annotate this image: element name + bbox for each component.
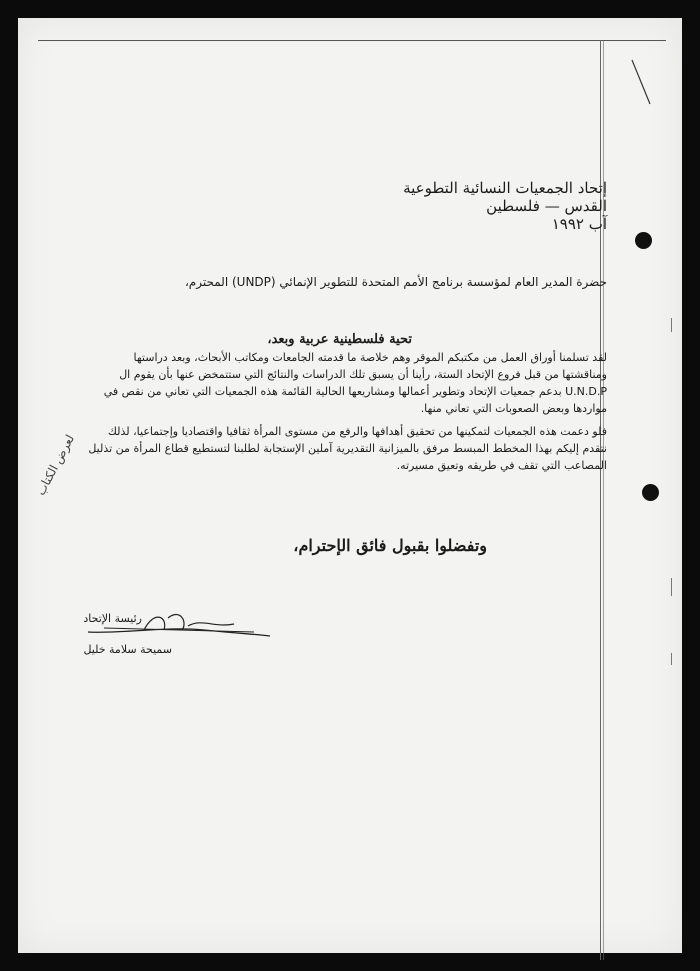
body-paragraph-2: فلو دعمت هذه الجمعيات لتمكينها من تحقيق أهدافها والرفع من مستوى المرأة ثقافيا واقتصاديا وإجتماعيا، لذلك نتقدم إليكم بهذا المخطط المبسط مرفق بالميزانية التقديرية آملين الإستجابة لطلبنا لتستطيع قطاع المرأة من تذليل المصاعب التي تقف في طريقه وتعيق مسيرته.: [88, 425, 607, 472]
punch-hole: [642, 484, 659, 501]
signature-title: رئيسة الإتحاد: [83, 612, 142, 625]
edge-mark: [671, 578, 672, 596]
edge-mark: [671, 653, 672, 665]
top-rule: [38, 40, 666, 41]
signature-name: سميحة سلامة خليل: [83, 643, 172, 656]
pen-stroke-mark: [630, 58, 656, 108]
letterhead-organization: إتحاد الجمعيات النسائية التطوعية: [403, 179, 607, 197]
handwritten-margin-note: لعرض الكتاب: [33, 432, 78, 498]
greeting: تحية فلسطينية عربية وبعد،: [267, 332, 412, 347]
edge-mark: [671, 318, 672, 332]
letter-page: [18, 18, 682, 953]
closing-line: وتفضلوا بقبول فائق الإحترام،: [293, 536, 487, 555]
letterhead-city: القدس — فلسطين: [486, 197, 607, 215]
punch-hole: [635, 232, 652, 249]
handwritten-signature: [84, 604, 274, 644]
margin-line: [600, 40, 601, 960]
addressee-line: حضرة المدير العام لمؤسسة برنامج الأمم المتحدة للتطوير الإنمائي (UNDP) المحترم،: [184, 275, 607, 289]
margin-line-secondary: [603, 40, 604, 960]
body-paragraph-1: لقد تسلمنا أوراق العمل من مكتبكم الموقر وهم خلاصة ما قدمته الجامعات ومكاتب الأبحاث، وبعد دراستها ومناقشتها من قبل فروع الإتحاد الستة، رأينا أن يسبق تلك الدراسات والنتائج التي ستتمخض عنها بأن يقوم ال U.N.D.P بدعم جمعيات الإتحاد وتطوير أعمالها ومشاريعها الحالية القائمة هذه الجمعيات التي تعاني من نقص في مواردها وبعض الصعوبات التي تعاني منها.: [103, 351, 607, 415]
letterhead-date: آب ١٩٩٢: [551, 215, 607, 233]
